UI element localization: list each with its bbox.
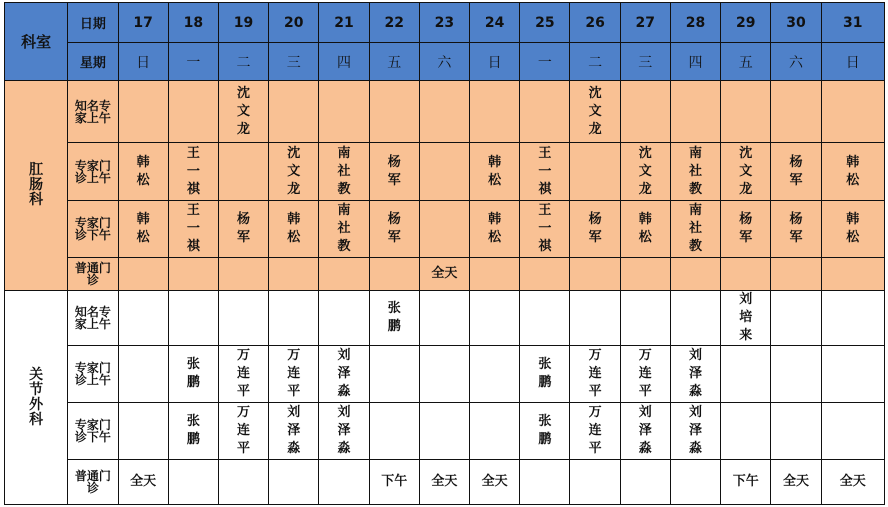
weekday-cell: 三 — [269, 43, 319, 81]
doctor-name: 韩松 — [136, 154, 150, 188]
schedule-cell — [218, 346, 268, 403]
doctor-name: 万连平 — [237, 405, 251, 456]
schedule-cell — [319, 258, 369, 291]
schedule-cell — [470, 258, 520, 291]
dept-name-cell — [5, 81, 68, 291]
doctor-name: 刘培来 — [739, 292, 753, 343]
session-label-cell — [68, 201, 118, 258]
schedule-cell — [419, 460, 469, 505]
weekday-label-cell: 星期 — [68, 43, 118, 81]
schedule-cell — [218, 258, 268, 291]
schedule-cell — [771, 201, 821, 258]
date-cell: 29 — [721, 3, 771, 43]
schedule-cell — [470, 201, 520, 258]
schedule-cell — [821, 291, 884, 346]
schedule-cell — [419, 346, 469, 403]
session-label-cell — [68, 291, 118, 346]
schedule-cell — [821, 460, 884, 505]
dept-header-cell: 科室 — [5, 3, 68, 81]
doctor-name: 全天 — [782, 474, 809, 489]
schedule-cell — [118, 346, 168, 403]
session-label: 普通门诊 — [74, 261, 111, 287]
doctor-name: 全天 — [481, 474, 508, 489]
session-label-cell — [68, 460, 118, 505]
weekday-cell: 四 — [319, 43, 369, 81]
schedule-cell — [168, 460, 218, 505]
schedule-cell — [620, 143, 670, 201]
session-label: 专家门诊下午 — [74, 418, 111, 444]
doctor-name: 万连平 — [638, 348, 652, 399]
schedule-row — [5, 201, 885, 258]
schedule-cell — [118, 291, 168, 346]
doctor-name: 沈文龙 — [739, 145, 753, 197]
schedule-cell — [721, 143, 771, 201]
schedule-cell — [620, 201, 670, 258]
doctor-name: 张鹏 — [186, 357, 200, 390]
schedule-cell — [670, 143, 720, 201]
schedule-cell — [218, 403, 268, 460]
doctor-name: 张鹏 — [387, 301, 401, 334]
doctor-name: 南社教 — [689, 203, 703, 254]
schedule-row — [5, 403, 885, 460]
doctor-name: 杨军 — [237, 212, 251, 245]
schedule-cell — [269, 201, 319, 258]
doctor-name: 韩松 — [488, 212, 502, 245]
doctor-name: 沈文龙 — [588, 85, 602, 137]
session-label: 专家门诊下午 — [74, 216, 111, 242]
schedule-cell — [721, 258, 771, 291]
weekday-header-row — [5, 43, 885, 81]
doctor-name: 万连平 — [237, 348, 251, 399]
schedule-cell — [168, 81, 218, 143]
schedule-cell — [369, 143, 419, 201]
doctor-name: 全天 — [130, 474, 157, 489]
schedule-cell — [269, 258, 319, 291]
schedule-cell — [319, 460, 369, 505]
schedule-cell — [670, 403, 720, 460]
schedule-cell — [570, 81, 620, 143]
date-cell: 24 — [470, 3, 520, 43]
schedule-cell — [520, 291, 570, 346]
schedule-cell — [520, 258, 570, 291]
date-cell: 22 — [369, 3, 419, 43]
doctor-name: 下午 — [381, 474, 408, 489]
schedule-cell — [470, 291, 520, 346]
schedule-cell — [721, 460, 771, 505]
session-label-cell — [68, 403, 118, 460]
schedule-cell — [821, 258, 884, 291]
schedule-cell — [218, 291, 268, 346]
schedule-cell — [570, 291, 620, 346]
schedule-cell — [419, 403, 469, 460]
doctor-name: 张鹏 — [186, 414, 200, 447]
date-cell: 23 — [419, 3, 469, 43]
doctor-name: 全天 — [839, 474, 866, 489]
schedule-cell — [118, 81, 168, 143]
schedule-cell — [168, 291, 218, 346]
schedule-cell — [470, 403, 520, 460]
schedule-cell — [620, 291, 670, 346]
weekday-cell: 四 — [670, 43, 720, 81]
dept-name: 关节外科 — [29, 366, 44, 428]
doctor-name: 杨军 — [739, 212, 753, 245]
date-cell: 30 — [771, 3, 821, 43]
schedule-cell — [771, 403, 821, 460]
schedule-cell — [821, 81, 884, 143]
date-cell: 18 — [168, 3, 218, 43]
date-header-row — [5, 3, 885, 43]
schedule-cell — [319, 201, 369, 258]
schedule-cell — [369, 201, 419, 258]
schedule-cell — [168, 201, 218, 258]
schedule-cell — [419, 81, 469, 143]
schedule-cell — [319, 346, 369, 403]
doctor-name: 刘泽淼 — [689, 348, 703, 399]
doctor-name: 万连平 — [588, 405, 602, 456]
dept-name: 肛肠科 — [29, 162, 44, 208]
doctor-name: 刘泽淼 — [337, 348, 351, 399]
schedule-cell — [269, 291, 319, 346]
schedule-cell — [570, 403, 620, 460]
doctor-name: 刘泽淼 — [638, 405, 652, 456]
schedule-row — [5, 143, 885, 201]
doctor-name: 南社教 — [337, 203, 351, 254]
schedule-cell — [520, 346, 570, 403]
schedule-cell — [620, 403, 670, 460]
schedule-cell — [670, 346, 720, 403]
schedule-cell — [771, 81, 821, 143]
schedule-cell — [771, 258, 821, 291]
schedule-cell — [369, 346, 419, 403]
weekday-cell: 五 — [721, 43, 771, 81]
weekday-cell: 六 — [419, 43, 469, 81]
schedule-cell — [168, 346, 218, 403]
schedule-cell — [168, 143, 218, 201]
doctor-name: 杨军 — [588, 212, 602, 245]
date-cell: 25 — [520, 3, 570, 43]
schedule-cell — [771, 460, 821, 505]
schedule-cell — [470, 143, 520, 201]
doctor-name: 南社教 — [337, 145, 351, 197]
schedule-cell — [771, 346, 821, 403]
schedule-cell — [218, 460, 268, 505]
schedule-cell — [771, 143, 821, 201]
schedule-row — [5, 258, 885, 291]
schedule-cell — [269, 81, 319, 143]
schedule-cell — [269, 346, 319, 403]
schedule-cell — [821, 201, 884, 258]
session-label: 普通门诊 — [74, 469, 111, 495]
doctor-name: 王一祺 — [538, 203, 552, 254]
schedule-cell — [520, 460, 570, 505]
schedule-cell — [369, 81, 419, 143]
dept-name-cell — [5, 291, 68, 505]
doctor-name: 全天 — [431, 474, 458, 489]
schedule-cell — [218, 81, 268, 143]
schedule-row — [5, 291, 885, 346]
date-cell: 27 — [620, 3, 670, 43]
schedule-cell — [118, 403, 168, 460]
weekday-cell: 日 — [118, 43, 168, 81]
date-cell: 28 — [670, 3, 720, 43]
doctor-name: 韩松 — [846, 212, 860, 245]
doctor-name: 王一祺 — [186, 145, 200, 197]
schedule-cell — [520, 143, 570, 201]
doctor-name: 万连平 — [287, 348, 301, 399]
doctor-name: 杨军 — [387, 154, 401, 188]
schedule-cell — [269, 403, 319, 460]
session-label: 专家门诊上午 — [74, 361, 111, 387]
schedule-cell — [269, 460, 319, 505]
schedule-cell — [570, 346, 620, 403]
schedule-cell — [570, 460, 620, 505]
schedule-cell — [369, 258, 419, 291]
schedule-cell — [620, 258, 670, 291]
doctor-name: 韩松 — [136, 212, 150, 245]
weekday-cell: 日 — [821, 43, 884, 81]
doctor-name: 全天 — [431, 266, 458, 281]
schedule-cell — [821, 346, 884, 403]
session-label: 知名专家上午 — [74, 305, 111, 331]
doctor-name: 南社教 — [689, 145, 703, 197]
doctor-name: 韩松 — [638, 212, 652, 245]
schedule-cell — [168, 258, 218, 291]
schedule-cell — [269, 143, 319, 201]
schedule-cell — [670, 291, 720, 346]
date-cell: 20 — [269, 3, 319, 43]
schedule-cell — [570, 258, 620, 291]
schedule-cell — [620, 346, 670, 403]
weekday-cell: 一 — [168, 43, 218, 81]
session-label-cell — [68, 81, 118, 143]
schedule-cell — [118, 143, 168, 201]
doctor-name: 张鹏 — [538, 357, 552, 390]
date-cell: 21 — [319, 3, 369, 43]
schedule-cell — [319, 403, 369, 460]
session-label: 知名专家上午 — [74, 98, 111, 125]
weekday-cell: 日 — [470, 43, 520, 81]
schedule-cell — [419, 143, 469, 201]
schedule-cell — [369, 403, 419, 460]
weekday-cell: 五 — [369, 43, 419, 81]
schedule-cell — [520, 81, 570, 143]
weekday-cell: 三 — [620, 43, 670, 81]
schedule-cell — [520, 403, 570, 460]
schedule-cell — [369, 460, 419, 505]
doctor-name: 沈文龙 — [287, 145, 301, 197]
session-label-cell — [68, 143, 118, 201]
schedule-row — [5, 81, 885, 143]
date-cell: 17 — [118, 3, 168, 43]
schedule-cell — [721, 201, 771, 258]
schedule-cell — [218, 201, 268, 258]
schedule-cell — [620, 460, 670, 505]
doctor-name: 韩松 — [287, 212, 301, 245]
weekday-cell: 二 — [218, 43, 268, 81]
schedule-cell — [419, 258, 469, 291]
session-label: 专家门诊上午 — [74, 158, 111, 185]
schedule-cell — [821, 403, 884, 460]
schedule-cell — [319, 81, 369, 143]
doctor-name: 杨军 — [789, 154, 803, 188]
session-label-cell — [68, 346, 118, 403]
schedule-cell — [670, 81, 720, 143]
schedule-cell — [821, 143, 884, 201]
weekday-cell: 二 — [570, 43, 620, 81]
doctor-name: 刘泽淼 — [287, 405, 301, 456]
schedule-cell — [620, 81, 670, 143]
schedule-cell — [319, 291, 369, 346]
schedule-cell — [419, 201, 469, 258]
schedule-cell — [470, 460, 520, 505]
doctor-name: 杨军 — [789, 212, 803, 245]
schedule-cell — [570, 201, 620, 258]
schedule-cell — [721, 81, 771, 143]
doctor-name: 刘泽淼 — [337, 405, 351, 456]
doctor-name: 张鹏 — [538, 414, 552, 447]
schedule-cell — [670, 460, 720, 505]
schedule-cell — [721, 346, 771, 403]
doctor-name: 下午 — [732, 474, 759, 489]
schedule-cell — [670, 201, 720, 258]
schedule-table — [4, 2, 885, 505]
doctor-name: 沈文龙 — [237, 85, 251, 137]
doctor-name: 刘泽淼 — [689, 405, 703, 456]
schedule-cell — [721, 403, 771, 460]
date-label-cell: 日期 — [68, 3, 118, 43]
schedule-cell — [419, 291, 469, 346]
schedule-cell — [118, 258, 168, 291]
schedule-cell — [168, 403, 218, 460]
schedule-row — [5, 346, 885, 403]
doctor-name: 万连平 — [588, 348, 602, 399]
session-label-cell — [68, 258, 118, 291]
schedule-cell — [670, 258, 720, 291]
schedule-cell — [520, 201, 570, 258]
doctor-name: 韩松 — [846, 154, 860, 188]
date-cell: 19 — [218, 3, 268, 43]
schedule-row — [5, 460, 885, 505]
doctor-name: 杨军 — [387, 212, 401, 245]
schedule-cell — [721, 291, 771, 346]
schedule-cell — [118, 460, 168, 505]
schedule-cell — [470, 346, 520, 403]
doctor-name: 韩松 — [488, 154, 502, 188]
weekday-cell: 一 — [520, 43, 570, 81]
doctor-name: 王一祺 — [538, 145, 552, 197]
schedule-cell — [570, 143, 620, 201]
schedule-cell — [218, 143, 268, 201]
weekday-cell: 六 — [771, 43, 821, 81]
date-cell: 26 — [570, 3, 620, 43]
schedule-cell — [319, 143, 369, 201]
date-cell: 31 — [821, 3, 884, 43]
doctor-name: 沈文龙 — [638, 145, 652, 197]
schedule-cell — [118, 201, 168, 258]
doctor-name: 王一祺 — [186, 203, 200, 254]
schedule-cell — [369, 291, 419, 346]
schedule-cell — [771, 291, 821, 346]
schedule-cell — [470, 81, 520, 143]
